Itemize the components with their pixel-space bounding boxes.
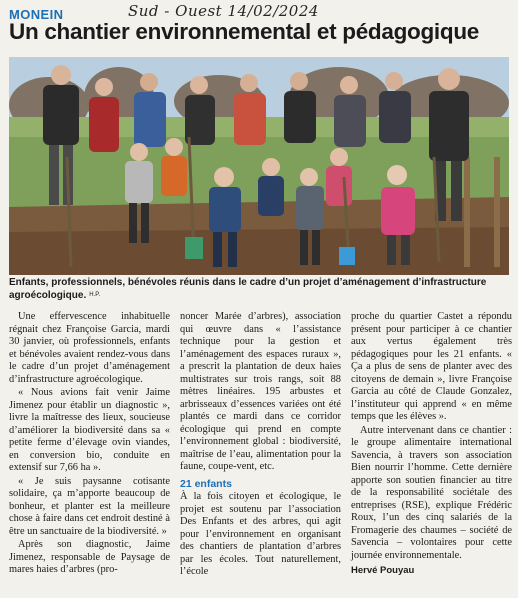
author-signature: Hervé Pouyau bbox=[351, 565, 415, 576]
article-paragraph: Autre intervenant dans ce chantier : le groupe alimentaire international Savencia, à travers son association Bien nourrir l’homme. Cette dernière apporte son soutien financier au titre de la responsabilité sociétale des entreprises (RSE), explique Frédéric Roux, l’un des cinq salariés de la Fromagerie des chaumes – société de Savencia – volontaires pour cette journée environnementale. bbox=[351, 424, 512, 561]
article-headline: Un chantier environnemental et pédagogique bbox=[9, 19, 479, 44]
article-column-1 bbox=[9, 311, 170, 578]
article-subheading: 21 enfants bbox=[180, 477, 232, 490]
article-paragraph: Une effervescence inhabituelle régnait chez Françoise Garcia, mardi 30 janvier, où professionnels, enfants et bénévoles avaient rendez-vous dans le cadre d’un projet d’aménagement d’infrastructure agroécologique. bbox=[9, 311, 170, 385]
article-paragraph: Après son diagnostic, Jaime Jimenez, responsable de Paysage de mares haies d’arbres (pro- bbox=[9, 539, 170, 575]
photo-credit: H.P. bbox=[89, 292, 101, 298]
photo-caption-text: Enfants, professionnels, bénévoles réunis dans le cadre d’un projet d’aménagement d’infrastructure agroécologique. bbox=[9, 277, 487, 301]
group-photo bbox=[9, 57, 509, 275]
article-column-3 bbox=[351, 311, 512, 578]
photo-caption bbox=[9, 277, 509, 302]
article-paragraph: À la fois citoyen et écologique, le projet est soutenu par l’association Des Enfants et des arbres, qui agit pour l’environnement en organisant des chantiers de plantation d’arbres par les écoles. Tout naturellement, l’école bbox=[180, 491, 341, 577]
article-column-2 bbox=[180, 311, 341, 580]
handwritten-source-date: Sud - Ouest 14/02/2024 bbox=[128, 2, 319, 20]
article-paragraph: « Je suis paysanne cotisante solidaire, ça m’apporte beaucoup de bonheur, et planter est la meilleure chose à faire dans cet endroit destiné à être un sanctuaire de la biodiversité. » bbox=[9, 475, 170, 537]
article-paragraph: « Nous avions fait venir Jaime Jimenez pour établir un diagnostic », livre la maîtresse des lieux, soucieuse d’améliorer la biodiversité dans sa « petite ferme d’élevage ovin viandes, en conversion bio, conduite en extensif sur 7,66 ha ». bbox=[9, 387, 170, 473]
article-paragraph: proche du quartier Castet a répondu présent pour participer à ce chantier aux vertus également très pédagogiques pour les 21 enfants. « Ça a plus de sens de planter avec des citoyens de demain », livre Françoise Garcia au côté de Claude Gonzalez, l’instituteur qui apprend « en même temps que les élèves ». bbox=[351, 311, 512, 422]
section-label: MONEIN bbox=[9, 7, 64, 22]
article-paragraph: noncer Marée d’arbres), association qui œuvre dans « l’assistance technique pour la gestion et l’aménagement des espaces ruraux », a prescrit la plantation de deux haies multistrates sur trois rangs, soit 88 mètres linéaires. 195 arbustes et arbrisseaux d’essences variées ont été plantés ce mardi dans ce corridor écologique qui prend en compte l’environnement global : biodiversité, maîtrise de l’eau, alimentation pour la faune, coupe-vent, etc. bbox=[180, 311, 341, 472]
